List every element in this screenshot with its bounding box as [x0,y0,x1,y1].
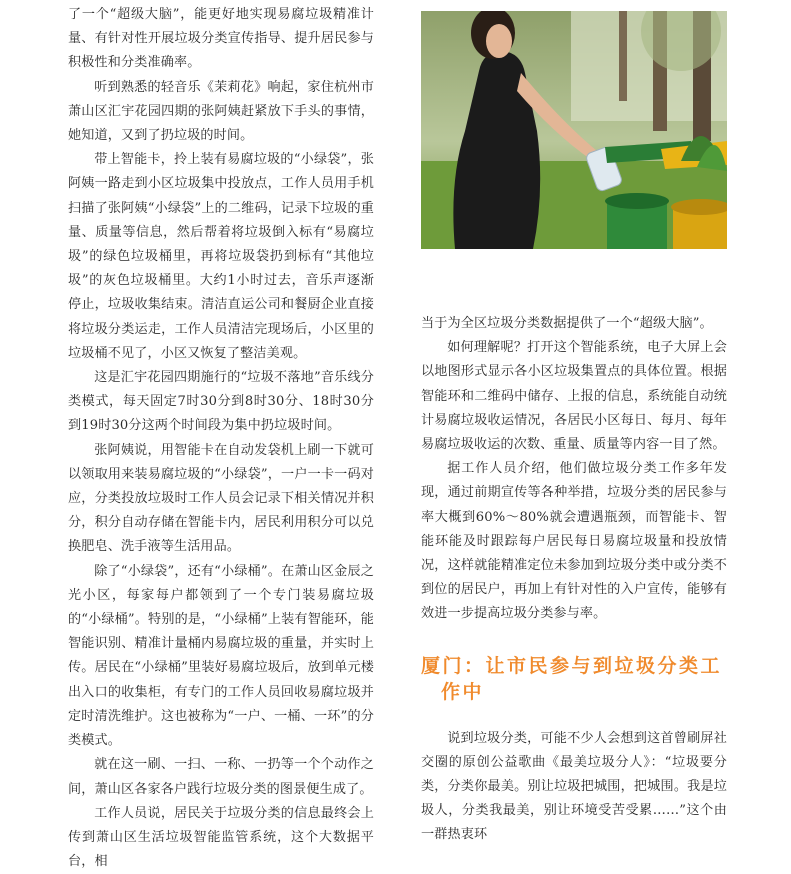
right-column [421,0,727,848]
body-paragraph: 这是汇宇花园四期施行的“垃圾不落地”音乐线分类模式，每天固定7时30分到8时30分、18时30分到19时30分这两个时间段为集中扔垃圾时间。 [68,370,374,434]
body-paragraph: 除了“小绿袋”，还有“小绿桶”。在萧山区金辰之光小区，每家每户都领到了一个专门装易腐垃圾的“小绿桶”。特别的是，“小绿桶”上装有智能环，能智能识别、精准计量桶内易腐垃圾的重量，并实时上传。居民在“小绿桶”里装好易腐垃圾后，放到单元楼出入口的收集柜，有专门的工作人员回收易腐垃圾并定时清洗维护。这也被称为“一户、一桶、一环”的分类模式。 [68,563,374,749]
body-paragraph: 就在这一刷、一扫、一称、一扔等一个个动作之间，萧山区各家各户践行垃圾分类的图景便生成了。 [68,757,374,797]
body-paragraph: 说到垃圾分类，可能不少人会想到这首曾刷屏社交圈的原创公益歌曲《最美垃圾分人》：“垃圾要分类，分类你最美。别让垃圾把城围，把城围。我是垃圾人，分类我最美，别让环境受苦受累……”这个由一群热衷环 [421,730,727,843]
section-heading: 厦门：让市民参与到垃圾分类工作中 [421,654,723,703]
body-paragraph: 当于为全区垃圾分类数据提供了一个“超级大脑”。 [421,316,713,331]
body-paragraph: 了一个“超级大脑”，能更好地实现易腐垃圾精准计量、有针对性开展垃圾分类宣传指导、提升居民参与积极性和分类准确率。 [68,7,374,71]
body-paragraph: 带上智能卡，拎上装有易腐垃圾的“小绿袋”，张阿姨一路走到小区垃圾集中投放点，工作人员用手机扫描了张阿姨“小绿袋”上的二维码，记录下垃圾的重量、质量等信息，然后帮着将垃圾倒入标有“易腐垃圾”的绿色垃圾桶里，再将垃圾袋扔到标有“其他垃圾”的灰色垃圾桶里。大约1小时过去，音乐声逐渐停止，垃圾收集结束。清洁直运公司和餐厨企业直接将垃圾分类运走，工作人员清洁完现场后，小区里的垃圾桶不见了，小区又恢复了整洁美观。 [68,152,374,361]
body-paragraph: 工作人员说，居民关于垃圾分类的信息最终会上传到萧山区生活垃圾智能监管系统，这个大数据平台，相 [68,805,374,870]
body-paragraph: 听到熟悉的轻音乐《茉莉花》响起，家住杭州市萧山区汇宇花园四期的张阿姨赶紧放下手头的事情，她知道，又到了扔垃圾的时间。 [68,79,374,144]
body-paragraph: 如何理解呢？打开这个智能系统，电子大屏上会以地图形式显示各小区垃圾集置点的具体位置。根据智能环和二维码中储存、上报的信息，系统能自动统计易腐垃圾收运情况，各居民小区每日、每月、每年易腐垃圾收运的次数、重量、质量等内容一目了然。 [421,340,727,453]
left-column [68,0,374,874]
body-paragraph: 据工作人员介绍，他们做垃圾分类工作多年发现，通过前期宣传等各种举措，垃圾分类的居民参与率大概到60%～80%就会遭遇瓶颈，而智能卡、智能环能及时跟踪每户居民每日易腐垃圾量和投放情况，这样就能精准定位未参加到垃圾分类中或分类不到位的居民户，再加上有针对性的入户宣传，能够有效进一步提高垃圾分类参与率。 [421,461,727,622]
body-paragraph: 张阿姨说，用智能卡在自动发袋机上刷一下就可以领取用来装易腐垃圾的“小绿袋”，一户一卡一码对应，分类投放垃圾时工作人员会记录下相关情况并积分，积分自动存储在智能卡内，居民利用积分可以兑换肥皂、洗手液等生活用品。 [68,442,374,555]
